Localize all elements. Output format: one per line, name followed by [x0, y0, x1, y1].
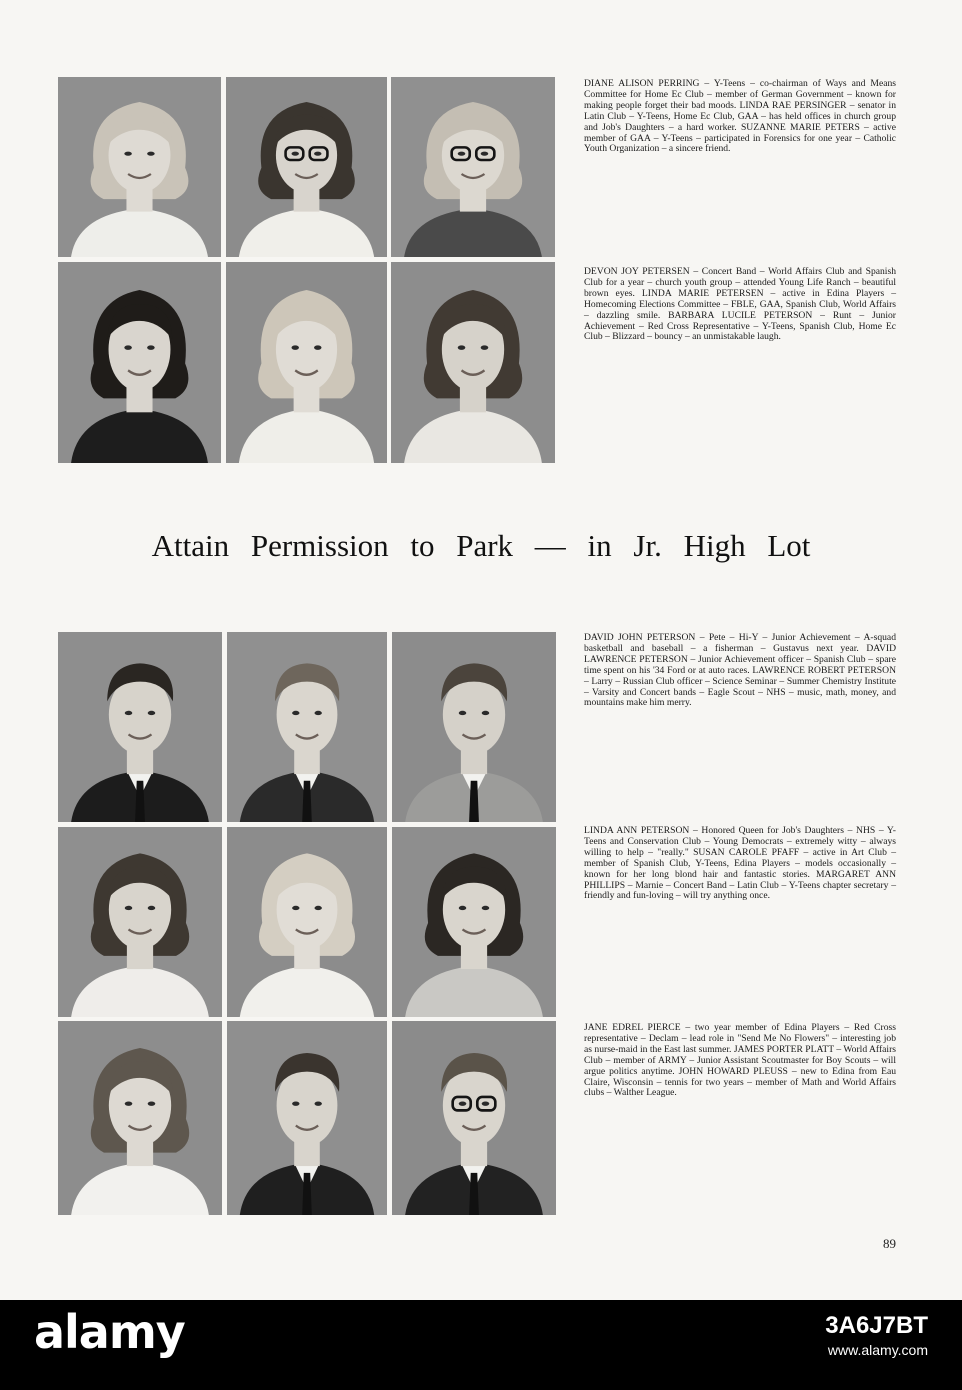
eye [125, 906, 133, 910]
eye [315, 1101, 322, 1105]
eye [124, 345, 131, 350]
portrait-figure [58, 77, 221, 257]
student-caption: LINDA ANN PETERSON – Honored Queen for Job's Daughters – NHS – Y-Teens and Conservation Club – Young Democrats – extremely witty – always willing to help – "really." SUSAN CAROLE PFAFF – active in Art Club – member of Spanish Club, Y-Teens, Edina Players – models occasionally – known for her long blond hair and fantastic stories. MARGARET ANN PHILLIPS – Marnie – Concert Band – Latin Club – Y-Teens chapter secretary – friendly and fun-loving – will try anything once. [584, 825, 896, 902]
eye [314, 345, 321, 350]
eye [292, 906, 299, 910]
eye [458, 345, 466, 350]
portrait-photo [226, 262, 387, 463]
portrait-figure [227, 632, 387, 822]
necktie [302, 1173, 312, 1215]
eye [148, 1101, 156, 1105]
eye [147, 152, 154, 156]
portrait-figure [227, 827, 387, 1017]
portrait-figure [391, 262, 555, 463]
portrait-figure [227, 1021, 387, 1215]
portrait-photo [227, 632, 387, 822]
portrait-photo [58, 262, 221, 463]
portrait-photo [227, 1021, 387, 1215]
eye [292, 152, 299, 156]
student-caption: DEVON JOY PETERSEN – Concert Band – World Affairs Club and Spanish Club for a year – church youth group – attended Young Life Ranch – beautiful brown eyes. LINDA MARIE PETERSEN – active in Edina Players – Homecoming Elections Committee – FBLE, GAA, Spanish Club, World Affairs – dazzling smile. BARBARA LUCILE PETERSON – Runt – Junior Achievement – Red Cross Representative – Y-Teens, Spanish Club, Home Ec Club – Blizzard – bouncy – an unmistakable laugh. [584, 266, 896, 343]
eye [315, 906, 322, 910]
eye [482, 906, 490, 910]
necktie [135, 781, 145, 822]
page-headline: Attain Permission to Park — in Jr. High Lot [151, 528, 811, 563]
portrait-figure [392, 632, 556, 822]
eye [482, 711, 490, 715]
eye [292, 345, 299, 350]
necktie [469, 781, 479, 822]
portrait-photo [58, 1021, 222, 1215]
eye [147, 345, 154, 350]
portrait-figure [58, 827, 222, 1017]
portrait-photo [58, 632, 222, 822]
eye [459, 711, 467, 715]
portrait-photo [392, 1021, 556, 1215]
portrait-photo [58, 77, 221, 257]
portrait-photo [392, 827, 556, 1017]
stock-info [825, 1312, 928, 1358]
eye [292, 711, 299, 715]
portrait-figure [226, 262, 387, 463]
portrait-figure [58, 1021, 222, 1215]
portrait-figure [392, 827, 556, 1017]
eye [148, 906, 156, 910]
eye [315, 711, 322, 715]
necktie [469, 1173, 479, 1215]
alamy-logo: alamy [34, 1305, 185, 1359]
stock-url: www.alamy.com [827, 1342, 928, 1358]
portrait-photo [227, 827, 387, 1017]
page-number: 89 [883, 1236, 896, 1251]
portrait-photo [391, 262, 555, 463]
eye [314, 152, 321, 156]
eye [458, 152, 466, 156]
portrait-figure [392, 1021, 556, 1215]
eye [125, 1101, 133, 1105]
eye [482, 1101, 490, 1105]
eye [459, 1101, 467, 1105]
portrait-figure [226, 77, 387, 257]
eye [125, 711, 133, 715]
eye [148, 711, 156, 715]
portrait-figure [391, 77, 555, 257]
portrait-photo [392, 632, 556, 822]
necktie [302, 781, 312, 822]
student-caption: JANE EDREL PIERCE – two year member of Edina Players – Red Cross representative – Declam – lead role in "Send Me No Flowers" – interesting job as nurse-maid in the East last summer. JAMES PORTER PLATT – World Affairs Club – member of ARMY – Junior Assistant Scoutmaster for Boy Scouts – will argue politics anytime. JOHN HOWARD PLEUSS – new to Edina from Eau Claire, Wisconsin – tennis for two years – member of Math and World Affairs clubs – Walther League. [584, 1022, 896, 1099]
eye [459, 906, 467, 910]
portrait-photo [226, 77, 387, 257]
portrait-photo [391, 77, 555, 257]
portrait-figure [58, 262, 221, 463]
eye [292, 1101, 299, 1105]
student-caption: DIANE ALISON PERRING – Y-Teens – co-chairman of Ways and Means Committee for Home Ec Club – member of German Government – known for making people forget their bad moods. LINDA RAE PERSINGER – senator in Latin Club – Y-Teens, Home Ec Club, GAA – has held offices in church group and Job's Daughters – a hard worker. SUZANNE MARIE PETERS – active member of GAA – Y-Teens – participated in Forensics for one year – Catholic Youth Organization – a sincere friend. [584, 78, 896, 155]
student-caption: DAVID JOHN PETERSON – Pete – Hi-Y – Junior Achievement – A-squad basketball and baseball – a fisherman – Gustavus next year. DAVID LAWRENCE PETERSON – Junior Achievement officer – Spanish Club – spare time spent on his '34 Ford or at auto races. LAWRENCE ROBERT PETERSON – Larry – Russian Club officer – Science Seminar – Summer Chemistry Institute – Varsity and Concert bands – Eagle Scout – NHS – music, math, money, and mountains make him merry. [584, 632, 896, 709]
eye [481, 345, 489, 350]
eye [481, 152, 489, 156]
portrait-figure [58, 632, 222, 822]
eye [124, 152, 131, 156]
image-id: 3A6J7BT [825, 1312, 928, 1339]
portrait-photo [58, 827, 222, 1017]
